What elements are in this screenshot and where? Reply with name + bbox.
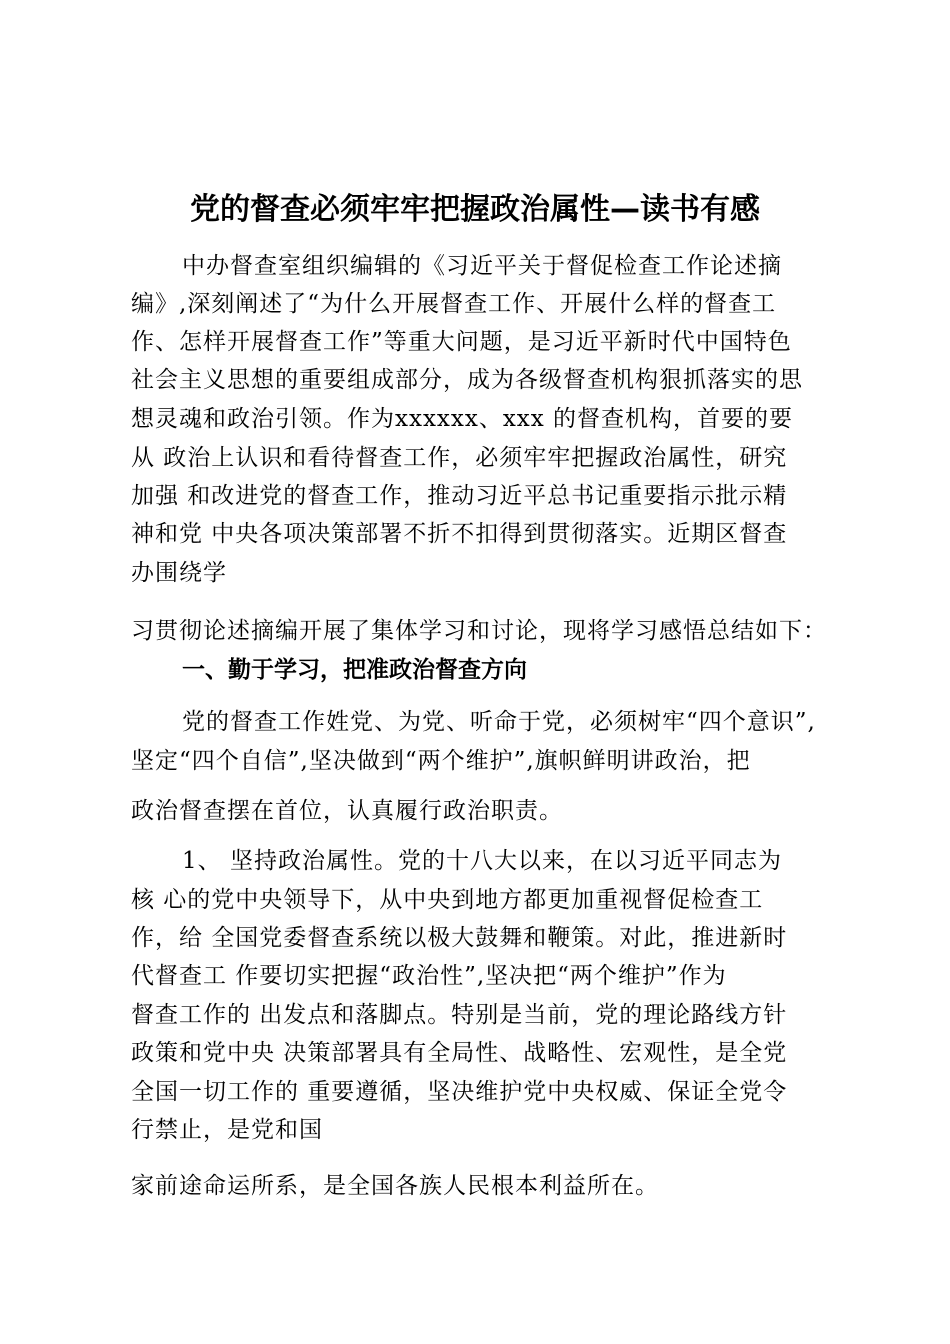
paragraph-line: 办围绕学 <box>131 560 227 586</box>
paragraph-line: 全国一切工作的 重要遵循，坚决维护党中央权威、保证全党令 <box>131 1079 788 1105</box>
paragraph-line: 家前途命运所系，是全国各族人民根本利益所在。 <box>131 1173 659 1199</box>
paragraph-line: 中办督查室组织编辑的《习近平关于督促检查工作论述摘 <box>182 253 782 279</box>
paragraph-line: 作，给 全国党委督查系统以极大鼓舞和鞭策。对此，推进新时 <box>131 925 788 951</box>
paragraph-line: 习贯彻论述摘编开展了集体学习和讨论，现将学习感悟总结如下： <box>131 618 827 644</box>
paragraph-line: 从 政治上认识和看待督查工作，必须牢牢把握政治属性，研究 <box>131 445 788 471</box>
paragraph-line: 党的督查工作姓党、为党、听命于党，必须树牢“四个意识”, <box>182 709 816 735</box>
paragraph-line: 神和党 中央各项决策部署不折不扣得到贯彻落实。近期区督查 <box>131 521 788 547</box>
paragraph-line: 社会主义思想的重要组成部分，成为各级督查机构狠抓落实的思 <box>131 367 803 393</box>
paragraph-line: 行禁止，是党和国 <box>131 1117 323 1143</box>
paragraph-line: 政治督查摆在首位，认真履行政治职责。 <box>131 798 563 824</box>
section-heading: 一、勤于学习，把准政治督查方向 <box>182 657 527 683</box>
paragraph-line: 代督查工 作要切实把握“政治性”,坚决把“两个维护”作为 <box>131 963 727 989</box>
paragraph-line: 加强 和改进党的督查工作，推动习近平总书记重要指示批示精 <box>131 483 788 509</box>
paragraph-line: 想灵魂和政治引领。作为xxxxxx、xxx 的督查机构，首要的要 <box>131 406 794 432</box>
paragraph-line: 政策和党中央 决策部署具有全局性、战略性、宏观性，是全党 <box>131 1040 788 1066</box>
paragraph-line: 督查工作的 出发点和落脚点。特别是当前，党的理论路线方针 <box>131 1002 788 1028</box>
document-title: 党的督查必须牢牢把握政治属性—读书有感 <box>190 192 760 227</box>
paragraph-line: 作、怎样开展督查工作”等重大问题，是习近平新时代中国特色 <box>131 329 792 355</box>
paragraph-line: 编》,深刻阐述了“为什么开展督查工作、开展什么样的督查工 <box>131 291 777 317</box>
paragraph-line: 坚定“四个自信”,坚决做到“两个维护”,旗帜鲜明讲政治，把 <box>131 748 751 774</box>
paragraph-line: 1、 坚持政治属性。党的十八大以来，在以习近平同志为 <box>182 848 782 874</box>
paragraph-line: 核 心的党中央领导下，从中央到地方都更加重视督促检查工 <box>131 887 764 913</box>
